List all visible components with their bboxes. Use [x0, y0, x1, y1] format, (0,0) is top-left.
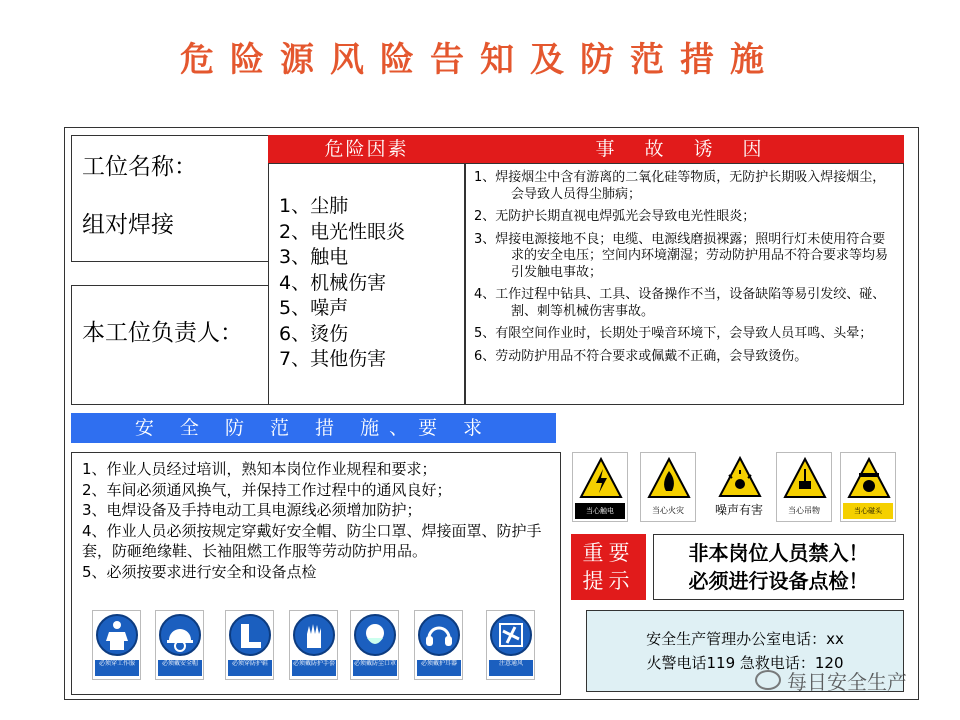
noise-icon: [718, 456, 762, 498]
list-item: 1、尘肺: [279, 195, 349, 217]
safety-header: 安 全 防 范 措 施、要 求: [71, 413, 556, 443]
boots-icon: [231, 616, 273, 658]
owner-box: [71, 285, 270, 405]
list-item: 5、噪声: [279, 297, 349, 319]
list-item: 7、其他伤害: [279, 348, 387, 370]
list-item: 4、作业人员必须按规定穿戴好安全帽、防尘口罩、焊接面罩、防护手套，防砸绝缘鞋、长袖阻燃工作服等劳动防护用品。: [82, 521, 542, 560]
station-label: 工位名称：: [82, 154, 197, 180]
list-item: 2、无防护长期直视电焊弧光会导致电光性眼炎；: [474, 209, 756, 224]
ppe-label: 必须穿工作服: [95, 660, 139, 676]
hazard-list: [268, 163, 465, 405]
important-notice-label: 重要提示: [571, 534, 646, 600]
work-clothes-icon: [98, 616, 140, 658]
station-name: 组对焊接: [82, 212, 174, 238]
ear-protection-sign: [414, 610, 463, 680]
page-title: 危险源风险告知及防范措施: [180, 40, 780, 80]
station-box: [71, 135, 270, 262]
ventilation-sign: [486, 610, 535, 680]
owner-label: 本工位负责人：: [82, 320, 243, 346]
hanging-load-icon: [783, 457, 827, 499]
electric-shock-sign: [572, 452, 628, 522]
list-item: 5、必须按要求进行安全和设备点检: [82, 562, 317, 581]
list-item: 2、车间必须通风换气，并保持工作过程中的通风良好；: [82, 480, 452, 499]
warning-label: 当心火灾: [643, 503, 693, 519]
fire-sign: [640, 452, 696, 522]
list-item: 4、工作过程中钻具、工具、设备操作不当，设备缺陷等易引发绞、碰、割、刺等机械伤害事故。: [474, 287, 886, 319]
list-item: 1、焊接烟尘中含有游离的二氧化硅等物质，无防护长期吸入焊接烟尘，会导致人员得尘肺病；: [474, 170, 886, 202]
gloves-sign: [289, 610, 338, 680]
list-item: 1、作业人员经过培训，熟知本岗位作业规程和要求；: [82, 460, 437, 478]
list-item: 2、电光性眼炎: [279, 220, 406, 243]
warning-label: 当心吊物: [779, 503, 829, 519]
helmet-sign: [155, 610, 204, 680]
emergency-phones: 火警电话119 急救电话：120: [646, 654, 844, 672]
noise-sign: [712, 452, 768, 522]
watermark: [755, 665, 925, 695]
ear-protection-icon: [420, 616, 462, 658]
ppe-label: 必须戴护耳器: [417, 660, 461, 676]
work-clothes-sign: [92, 610, 141, 680]
restriction-line: 非本岗位人员禁入！: [688, 541, 869, 565]
ppe-label: 必须戴防护手套: [292, 660, 336, 676]
office-phone: 安全生产管理办公室电话：xx: [646, 630, 844, 648]
ppe-label: 必须戴安全帽: [158, 660, 202, 676]
dust-mask-sign: [350, 610, 399, 680]
warning-label: 噪声有害: [714, 503, 763, 517]
boots-sign: [225, 610, 274, 680]
electric-shock-icon: [579, 457, 623, 499]
list-item: 3、焊接电源接地不良；电缆、电源线磨损裸露；照明行灯未使用符合要求的安全电压；空间内环境潮湿；劳动防护用品不符合要求等均易引发触电事故；: [474, 231, 889, 280]
ventilation-icon: [492, 616, 534, 658]
ppe-label: 注意通风: [489, 660, 533, 676]
dust-mask-icon: [356, 616, 398, 658]
hazard-header: 危险因素: [268, 135, 465, 163]
list-item: 6、烫伤: [279, 322, 349, 345]
hanging-load-sign: [776, 452, 832, 522]
list-item: 3、电焊设备及手持电动工具电源线必须增加防护；: [82, 501, 422, 519]
wechat-icon: [755, 670, 781, 690]
watermark-text: 每日安全生产: [787, 669, 907, 694]
head-bump-icon: [847, 457, 891, 499]
ppe-label: 必须戴防尘口罩: [353, 660, 397, 676]
cause-list: [465, 163, 904, 405]
list-item: 5、有限空间作业时，长期处于噪音环境下，会导致人员耳鸣、头晕；: [474, 326, 873, 341]
ppe-label: 必须穿防护鞋: [228, 660, 272, 676]
cause-header: 事 故 诱 因: [465, 135, 904, 163]
gloves-icon: [295, 616, 337, 658]
warning-label: 当心碰头: [843, 503, 893, 519]
list-item: 6、劳动防护用品不符合要求或佩戴不正确，会导致烫伤。: [474, 348, 808, 364]
head-bump-sign: [840, 452, 896, 522]
warning-label: 当心触电: [575, 503, 625, 519]
restriction-box: [653, 534, 904, 600]
restriction-line: 必须进行设备点检！: [688, 569, 869, 593]
list-item: 4、机械伤害: [279, 271, 387, 294]
list-item: 3、触电: [279, 246, 349, 268]
fire-icon: [647, 457, 691, 499]
helmet-icon: [161, 616, 203, 658]
